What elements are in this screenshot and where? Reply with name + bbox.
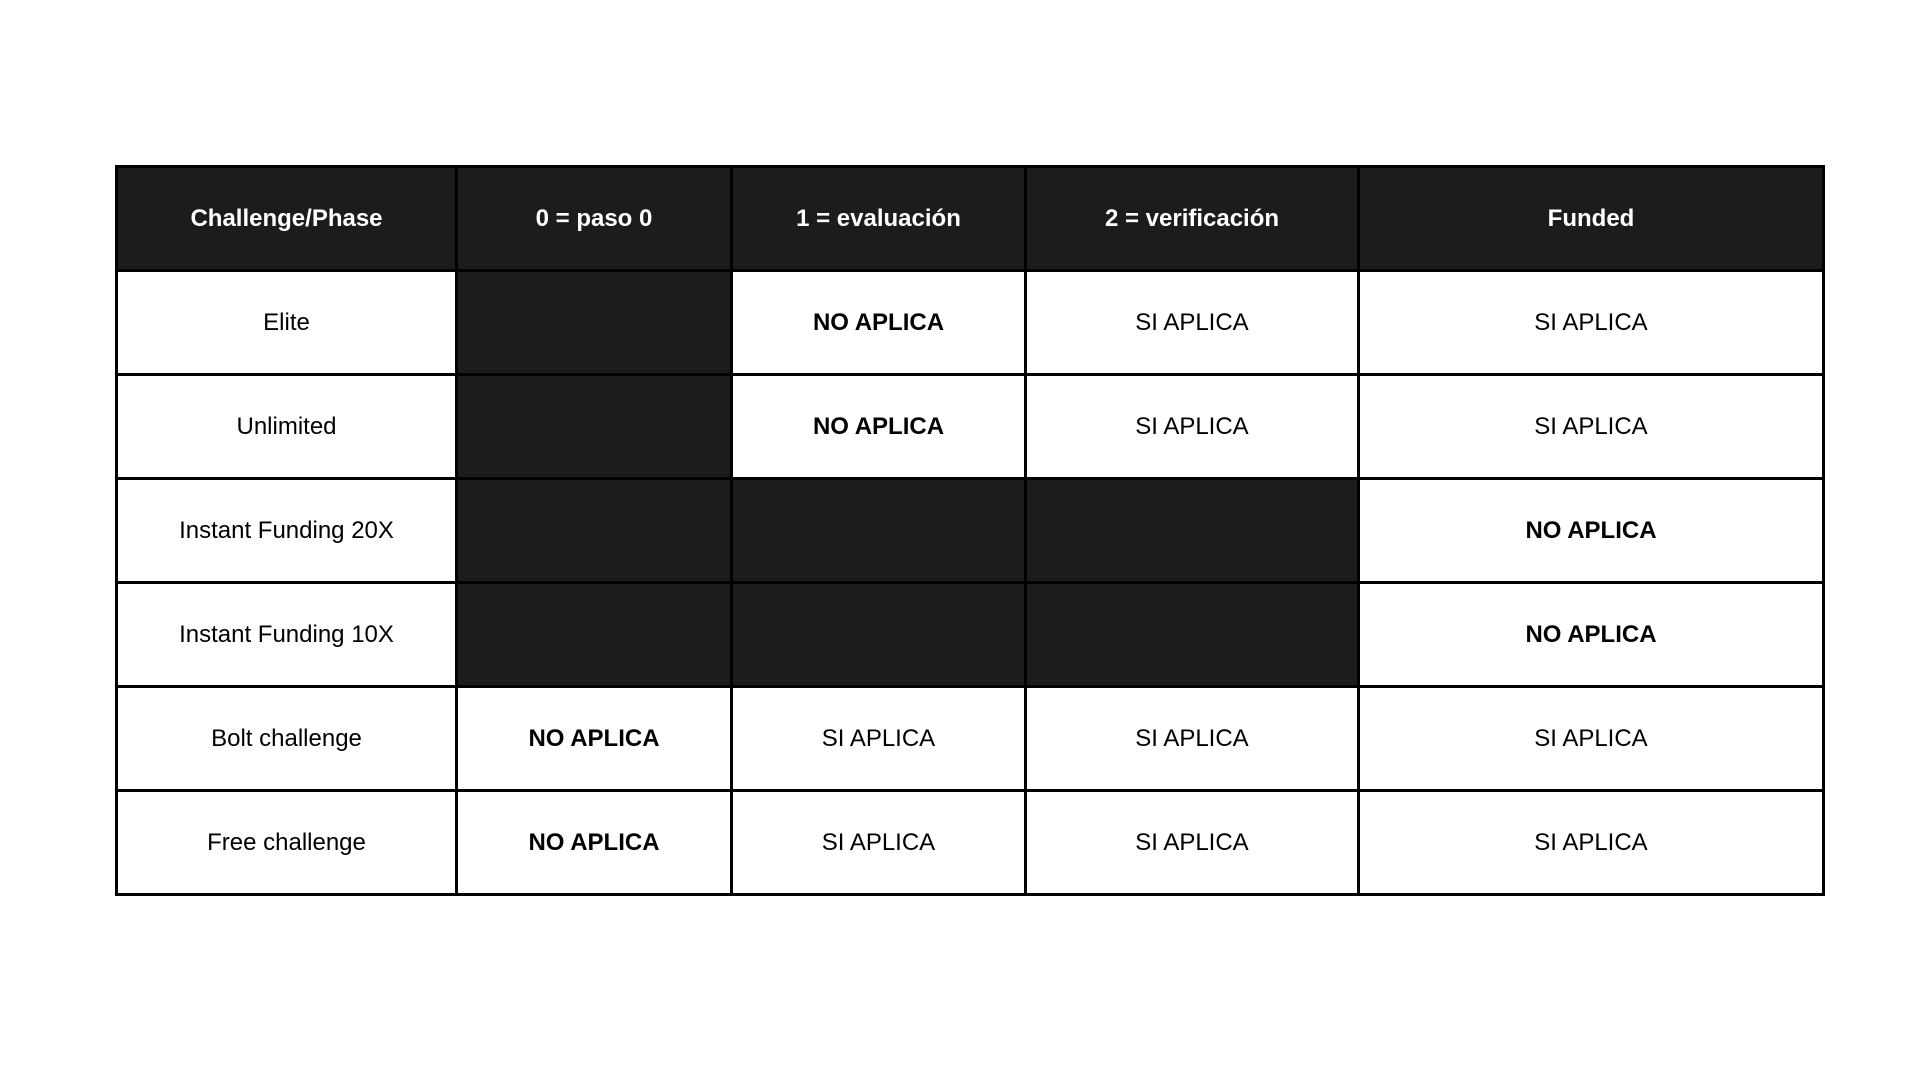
table-cell: SI APLICA	[1359, 791, 1824, 895]
row-name: Instant Funding 10X	[117, 583, 457, 687]
phase-table	[115, 165, 1825, 896]
table-cell	[1026, 479, 1359, 583]
table-cell: SI APLICA	[1026, 375, 1359, 479]
table-cell	[457, 583, 732, 687]
row-name: Elite	[117, 271, 457, 375]
row-name: Instant Funding 20X	[117, 479, 457, 583]
table-cell: NO APLICA	[732, 271, 1026, 375]
table-row	[117, 271, 1824, 375]
table-row	[117, 583, 1824, 687]
table-cell: SI APLICA	[1359, 375, 1824, 479]
table-cell: SI APLICA	[1026, 687, 1359, 791]
table-cell: NO APLICA	[457, 791, 732, 895]
table-cell: NO APLICA	[1359, 583, 1824, 687]
table-cell	[457, 271, 732, 375]
table-row	[117, 375, 1824, 479]
table-cell: SI APLICA	[732, 791, 1026, 895]
header-verificacion: 2 = verificación	[1026, 167, 1359, 271]
table-cell: SI APLICA	[1359, 687, 1824, 791]
table-cell	[1026, 583, 1359, 687]
table-cell: SI APLICA	[1359, 271, 1824, 375]
table-cell: NO APLICA	[457, 687, 732, 791]
table-cell	[732, 583, 1026, 687]
header-challenge-phase: Challenge/Phase	[117, 167, 457, 271]
header-row	[117, 167, 1824, 271]
header-paso-0: 0 = paso 0	[457, 167, 732, 271]
table-cell	[732, 479, 1026, 583]
table-cell: SI APLICA	[1026, 271, 1359, 375]
table-row	[117, 791, 1824, 895]
table-cell: SI APLICA	[1026, 791, 1359, 895]
header-funded: Funded	[1359, 167, 1824, 271]
row-name: Bolt challenge	[117, 687, 457, 791]
table-cell: NO APLICA	[732, 375, 1026, 479]
table-row	[117, 479, 1824, 583]
table-cell	[457, 375, 732, 479]
table-cell: SI APLICA	[732, 687, 1026, 791]
table-cell	[457, 479, 732, 583]
header-evaluacion: 1 = evaluación	[732, 167, 1026, 271]
row-name: Unlimited	[117, 375, 457, 479]
table-row	[117, 687, 1824, 791]
table-cell: NO APLICA	[1359, 479, 1824, 583]
row-name: Free challenge	[117, 791, 457, 895]
